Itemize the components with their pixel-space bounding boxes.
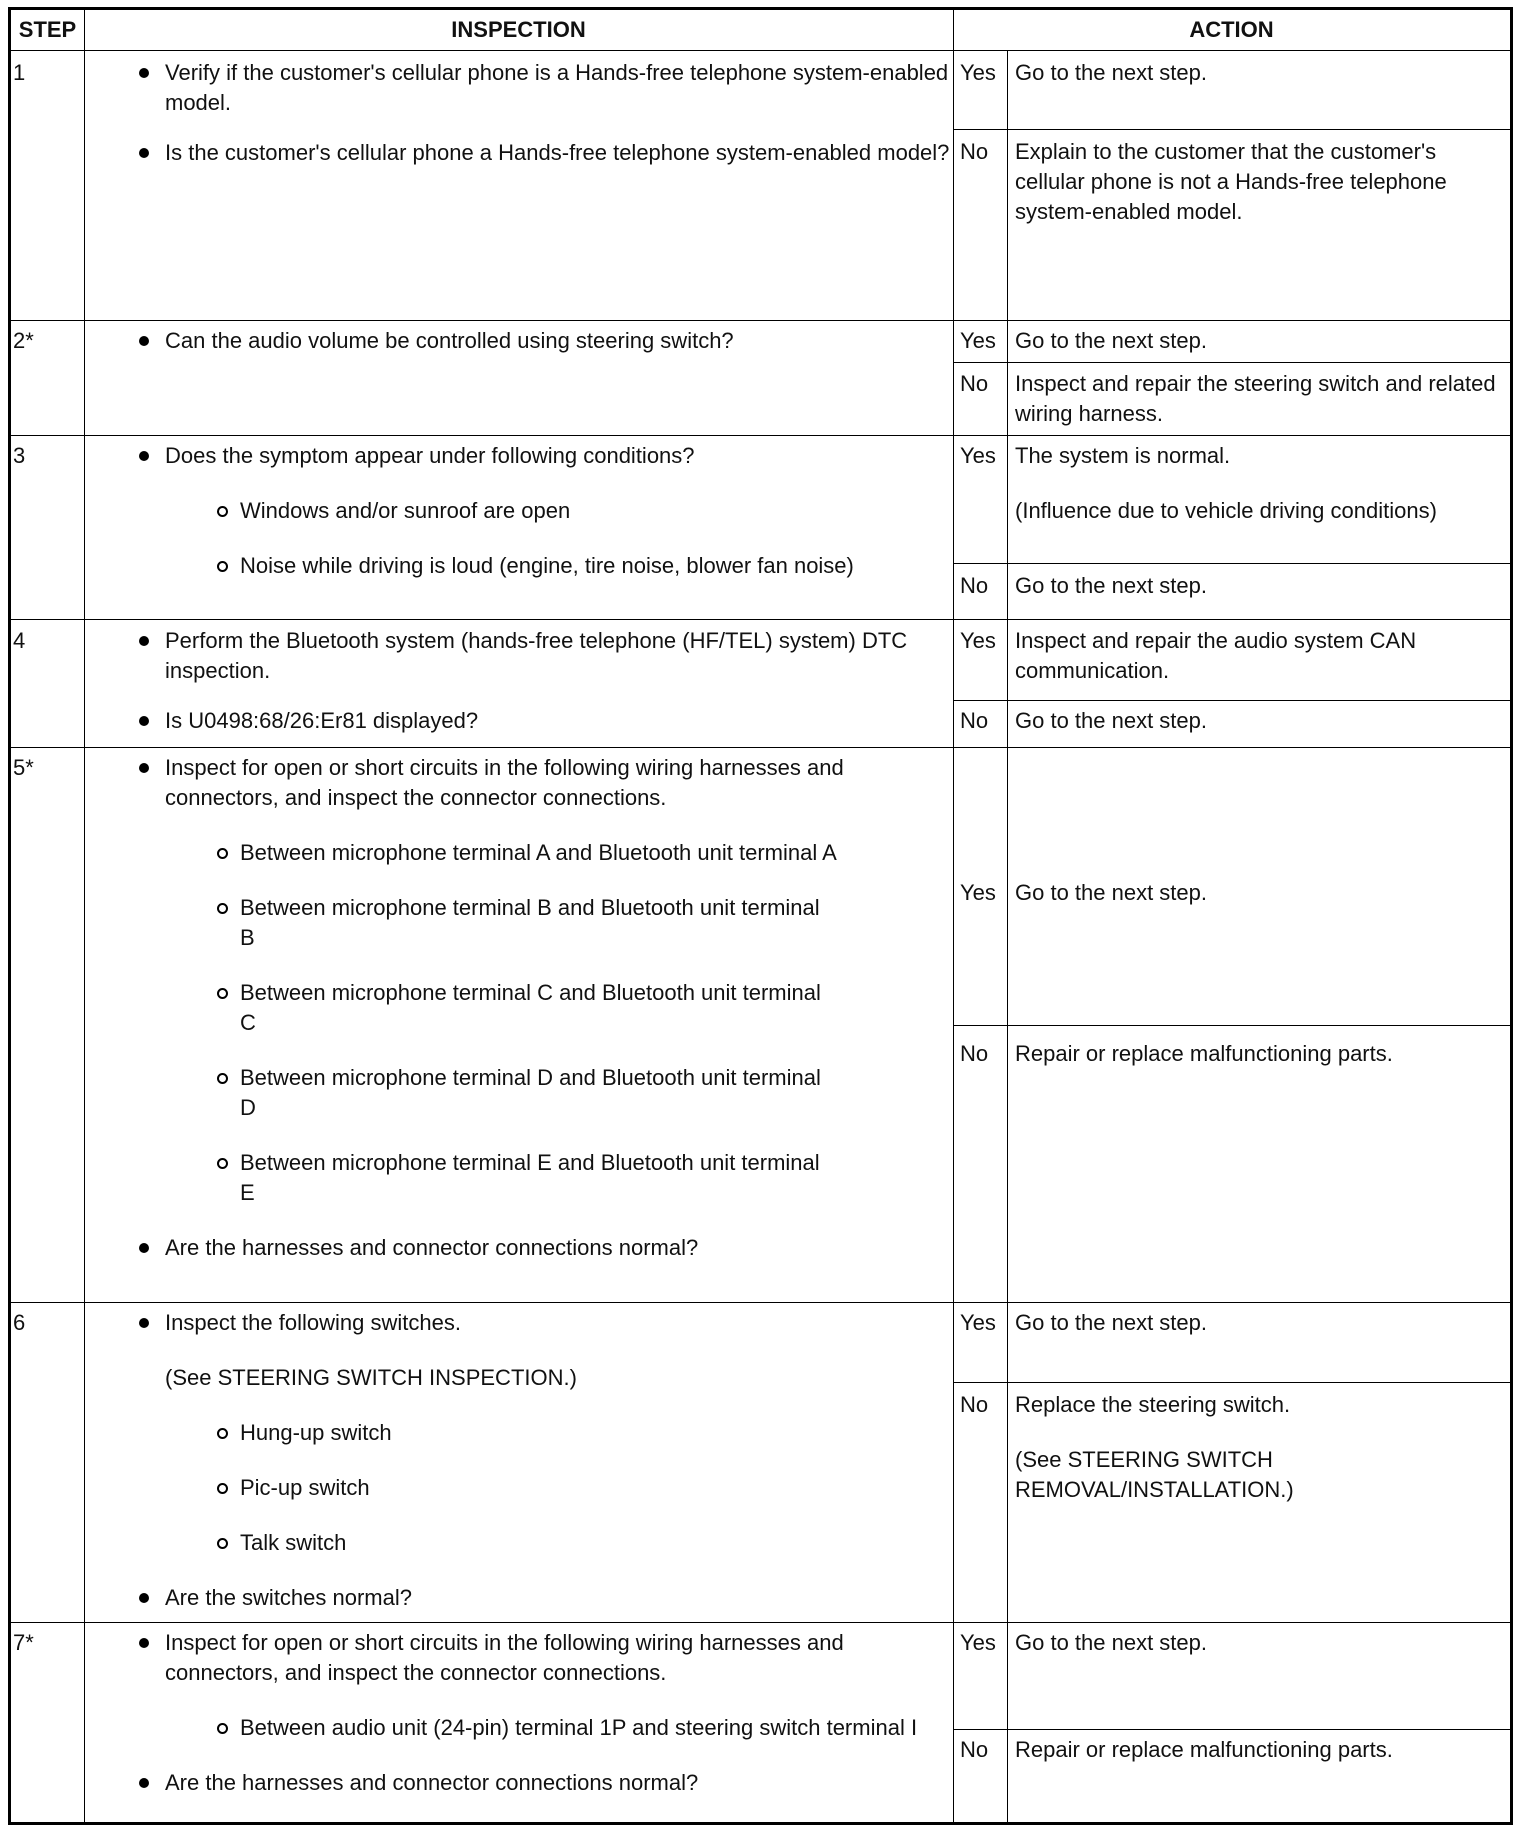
yes-label: Yes [960, 328, 996, 353]
inspection-item: Is U0498:68/26:Er81 displayed? [99, 706, 959, 736]
inspection-item: Perform the Bluetooth system (hands-free telephone (HF/TEL) system) DTC inspection. [99, 626, 945, 686]
inspection-item: Inspect the following switches. [99, 1308, 959, 1338]
no-action: Go to the next step. [1015, 708, 1208, 733]
troubleshooting-table [8, 7, 1513, 1825]
column-divider [84, 10, 85, 1822]
yes-action: Go to the next step. [1015, 60, 1208, 85]
inspection-item: Are the harnesses and connector connections normal? [99, 1768, 959, 1798]
no-label: No [960, 139, 989, 164]
column-divider [1007, 50, 1008, 1822]
inspection-item: Are the harnesses and connector connections normal? [99, 1233, 959, 1263]
step-number: 3 [13, 443, 26, 468]
inspection-item: Inspect for open or short circuits in the following wiring harnesses and connectors, and inspect the connector connections. [99, 753, 955, 813]
yes-label: Yes [960, 60, 996, 85]
inspection-item: Does the symptom appear under following conditions? [99, 441, 959, 471]
yes-action: The system is normal. [1015, 443, 1231, 468]
no-label: No [960, 1041, 989, 1066]
yes-action-cell [1015, 441, 1510, 526]
inspection-cell [99, 626, 959, 736]
row-divider [11, 747, 1510, 748]
header-action: ACTION [1189, 17, 1274, 42]
inspection-subitem: Between audio unit (24-pin) terminal 1P and steering switch terminal I [99, 1713, 920, 1743]
yes-action: Go to the next step. [1015, 1630, 1208, 1655]
step-number: 4 [13, 628, 26, 653]
row-divider [11, 50, 1510, 51]
step-number: 2* [13, 328, 34, 353]
no-action: Inspect and repair the steering switch and related wiring harness. [1015, 371, 1496, 426]
yes-no-divider [953, 129, 1510, 130]
yes-no-divider [953, 1382, 1510, 1383]
row-divider [11, 435, 1510, 436]
inspection-cell [99, 1628, 959, 1798]
no-action-note: (See STEERING SWITCH REMOVAL/INSTALLATION.) [1015, 1447, 1294, 1502]
header-inspection: INSPECTION [451, 17, 586, 42]
yes-no-divider [953, 1025, 1510, 1026]
inspection-subitem: Between microphone terminal D and Bluetooth unit terminal D [99, 1063, 840, 1123]
no-label: No [960, 371, 989, 396]
inspection-item: Can the audio volume be controlled using steering switch? [99, 326, 959, 356]
no-label: No [960, 1737, 989, 1762]
inspection-cell [99, 753, 959, 1263]
inspection-subitem: Hung-up switch [99, 1418, 959, 1448]
yes-action: Go to the next step. [1015, 328, 1208, 353]
inspection-subitem: Windows and/or sunroof are open [99, 496, 959, 526]
no-action: Repair or replace malfunctioning parts. [1015, 1041, 1393, 1066]
yes-action: Go to the next step. [1015, 880, 1208, 905]
yes-no-divider [953, 1729, 1510, 1730]
inspection-subitem: Talk switch [99, 1528, 959, 1558]
row-divider [11, 320, 1510, 321]
no-label: No [960, 708, 989, 733]
row-divider [11, 619, 1510, 620]
yes-label: Yes [960, 1630, 996, 1655]
no-label: No [960, 1392, 989, 1417]
inspection-item: Is the customer's cellular phone a Hands-free telephone system-enabled model? [99, 138, 959, 168]
yes-no-divider [953, 563, 1510, 564]
inspection-cell [99, 326, 959, 356]
yes-action: Inspect and repair the audio system CAN communication. [1015, 628, 1417, 683]
inspection-subitem: Between microphone terminal B and Bluetooth unit terminal B [99, 893, 840, 953]
no-action: Replace the steering switch. [1015, 1392, 1291, 1417]
inspection-subitem: Noise while driving is loud (engine, tire noise, blower fan noise) [99, 551, 1020, 581]
no-action: Repair or replace malfunctioning parts. [1015, 1737, 1393, 1762]
yes-action: Go to the next step. [1015, 1310, 1208, 1335]
yes-label: Yes [960, 443, 996, 468]
inspection-cell [99, 58, 959, 168]
inspection-subitem: Between microphone terminal A and Bluetooth unit terminal A [99, 838, 840, 868]
step-number: 1 [13, 60, 26, 85]
inspection-subitem: Between microphone terminal E and Bluetooth unit terminal E [99, 1148, 840, 1208]
inspection-subitem: Between microphone terminal C and Bluetooth unit terminal C [99, 978, 840, 1038]
step-number: 7* [13, 1630, 34, 1655]
inspection-item: Are the switches normal? [99, 1583, 959, 1613]
inspection-item: Verify if the customer's cellular phone is a Hands-free telephone system-enabled model. [99, 58, 959, 118]
no-action: Explain to the customer that the customer's cellular phone is not a Hands-free telephone system-enabled model. [1015, 139, 1447, 224]
header-step: STEP [18, 17, 77, 42]
inspection-item: Inspect for open or short circuits in the following wiring harnesses and connectors, and inspect the connector connections. [99, 1628, 955, 1688]
step-number: 6 [13, 1310, 26, 1335]
step-number: 5* [13, 755, 34, 780]
no-action: Go to the next step. [1015, 573, 1208, 598]
inspection-cell [99, 1308, 959, 1613]
yes-label: Yes [960, 1310, 996, 1335]
inspection-cell [99, 441, 959, 581]
inspection-note: (See STEERING SWITCH INSPECTION.) [165, 1365, 577, 1390]
yes-label: Yes [960, 628, 996, 653]
yes-no-divider [953, 700, 1510, 701]
row-divider [11, 1302, 1510, 1303]
yes-label: Yes [960, 880, 996, 905]
row-divider [11, 1622, 1510, 1623]
no-label: No [960, 573, 989, 598]
yes-action-note: (Influence due to vehicle driving conditions) [1015, 498, 1437, 523]
yes-no-divider [953, 362, 1510, 363]
no-action-cell [1015, 1390, 1510, 1505]
inspection-subitem: Pic-up switch [99, 1473, 959, 1503]
